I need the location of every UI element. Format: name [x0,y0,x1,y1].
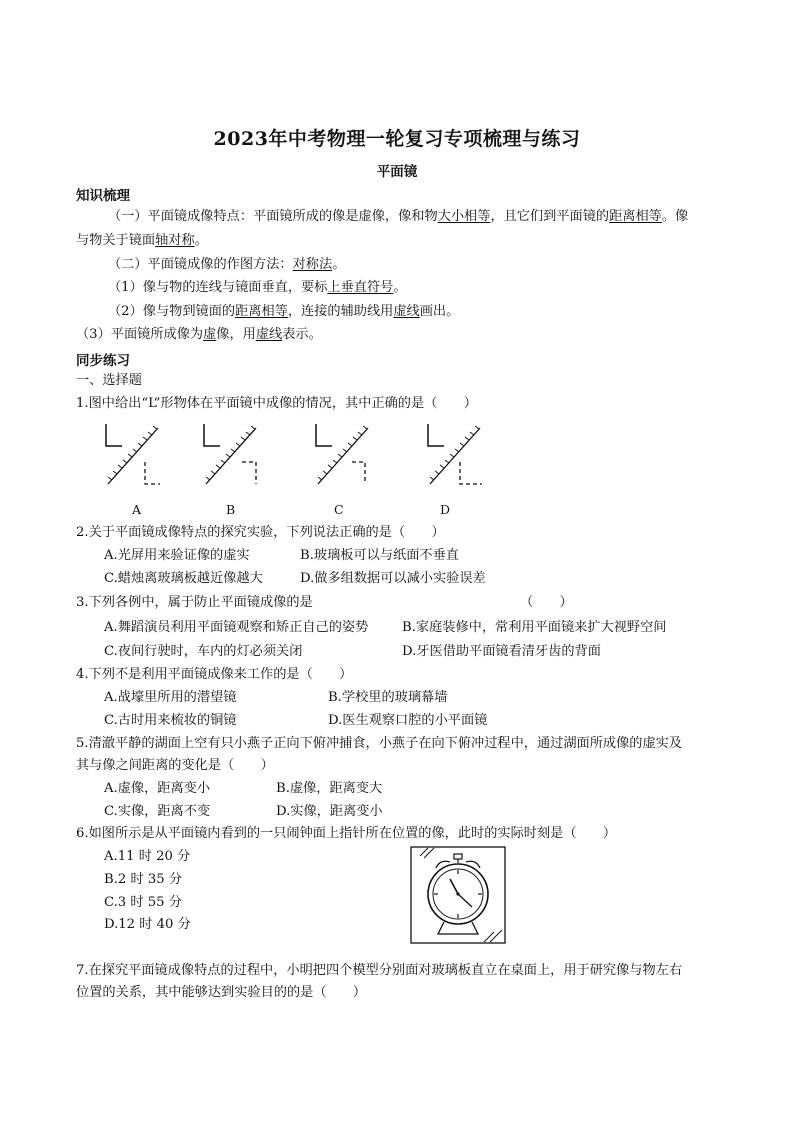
underlined-answer: 虚线 [255,327,283,342]
underlined-answer: 轴对称 [155,233,195,248]
q3-option-c: C.夜间行驶时，车内的灯必须关闭 [104,644,303,659]
q5-option-b: B.虚像，距离变大 [276,781,383,796]
q6-option-a: A.11 时 20 分 [104,849,191,864]
question-3-paren: （ ） [520,595,573,610]
page-title: 2023年中考物理一轮复习专项梳理与练习 [213,128,581,150]
q6-option-c: C.3 时 55 分 [104,895,182,910]
question-2-stem: 2.关于平面镜成像特点的探究实验，下列说法正确的是（ ） [76,525,445,540]
question-7-stem-line-1: 7.在探究平面镜成像特点的过程中，小明把四个模型分别面对玻璃板直立在桌面上，用于研究像与物左右 [76,963,683,978]
q3-option-b: B.家庭装修中，常利用平面镜来扩大视野空间 [402,620,667,635]
text: 。 [393,280,407,295]
q5-option-c: C.实像，距离不变 [104,804,211,819]
underlined-answer: 上垂直符号 [327,280,394,295]
text: 。 [332,257,346,272]
q4-option-b: B.学校里的玻璃幕墙 [328,690,448,705]
section-heading-knowledge: 知识梳理 [76,188,130,204]
q6-option-b: B.2 时 35 分 [104,872,183,887]
text: （一）平面镜成像特点：平面镜所成的像是虚像，像和物 [108,209,438,224]
text: 。 [194,233,208,248]
section-heading-practice: 同步练习 [76,353,130,369]
knowledge-line-1 [108,208,688,226]
q2-option-c: C.蜡烛离玻璃板越近像越大 [104,571,263,586]
q1-label-c: C [334,502,344,517]
underlined-answer: 虚 [203,327,217,342]
knowledge-line-3 [108,256,345,274]
knowledge-line-4 [108,279,407,297]
knowledge-line-6 [76,326,322,344]
q4-option-a: A.战壕里所用的潜望镜 [104,690,237,705]
q1-label-a: A [132,502,142,517]
q2-option-d: D.做多组数据可以减小实验误差 [300,571,486,586]
text: 。像 [661,209,689,224]
q3-option-d: D.牙医借助平面镜看清牙齿的背面 [402,644,601,659]
q1-figure-b [198,422,268,492]
question-6-stem: 6.如图所示是从平面镜内看到的一只闹钟面上指针所在位置的像，此时的实际时刻是（ ） [76,826,617,841]
knowledge-line-5 [108,303,459,321]
q6-option-d: D.12 时 40 分 [104,917,191,932]
text: 与物关于镜面 [76,233,156,248]
question-4-stem: 4.下列不是利用平面镜成像来工作的是（ ） [76,667,353,682]
q1-figure-c [310,422,380,492]
q2-option-b: B.玻璃板可以与纸面不垂直 [300,548,459,563]
question-1-stem: 1.图中给出“L”形物体在平面镜中成像的情况，其中正确的是（ ） [76,396,477,411]
question-3-stem: 3.下列各例中，属于防止平面镜成像的是 [76,595,313,610]
text: 表示。 [282,327,322,342]
q4-option-d: D.医生观察口腔的小平面镜 [328,713,488,728]
underlined-answer: 对称法 [292,257,333,272]
question-7-stem-line-2: 位置的关系，其中能够达到实验目的的是（ ） [76,985,367,1000]
q5-option-a: A.虚像，距离变小 [104,781,211,796]
underlined-answer: 距离相等 [235,304,288,319]
underlined-answer: 虚线 [393,304,420,319]
text: （2）像与物到镜面的 [108,304,236,319]
question-5-stem-line-2: 其与像之间距离的变化是（ ） [76,758,274,773]
q1-figure-d [422,422,492,492]
q1-figure-a [100,422,170,492]
q4-option-c: C.古时用来梳妆的铜镜 [104,713,237,728]
knowledge-line-2 [76,232,208,250]
text: 像，用 [216,327,256,342]
text: 画出。 [419,304,460,319]
text: （3）平面镜所成像为 [76,327,204,342]
text: ，且它们到平面镜的 [490,209,610,224]
q3-option-a: A.舞蹈演员利用平面镜观察和矫正自己的姿势 [104,620,369,635]
question-5-stem-line-1: 5.清澈平静的湖面上空有只小燕子正向下俯冲捕食，小燕子在向下俯冲过程中，通过湖面所成像的虚实及 [76,736,683,751]
section-heading-choice: 一、选择题 [76,373,142,388]
q1-label-d: D [440,502,451,517]
text: ，连接的辅助线用 [287,304,394,319]
q5-option-d: D.实像，距离变小 [276,804,383,819]
text: （1）像与物的连线与镜面垂直，要标 [108,280,328,295]
text: （二）平面镜成像的作图方法： [108,257,293,272]
q2-option-a: A.光屏用来验证像的虚实 [104,548,250,563]
page-subtitle: 平面镜 [376,164,418,180]
underlined-answer: 距离相等 [609,209,662,224]
q1-label-b: B [226,502,236,517]
mirror-clock-figure [410,846,506,944]
underlined-answer: 大小相等 [437,209,491,224]
